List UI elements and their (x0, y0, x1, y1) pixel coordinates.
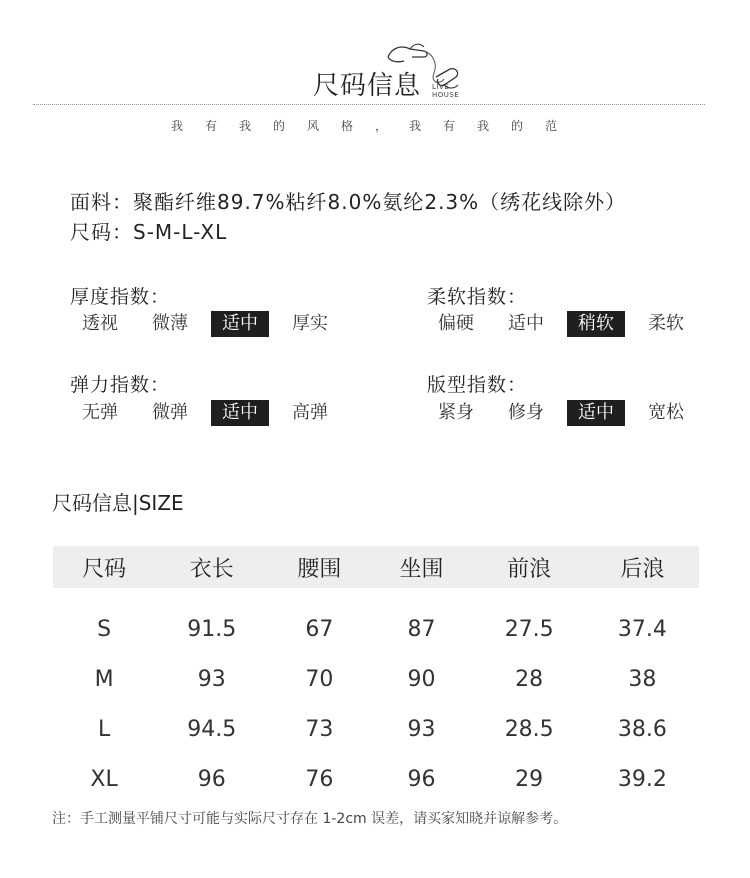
fit-option: 修身 (508, 402, 544, 423)
thickness-option: 厚实 (292, 313, 328, 334)
table-row (53, 654, 699, 704)
column-header: 前浪 (473, 546, 586, 588)
softness-option: 偏硬 (438, 313, 474, 334)
softness-option-selected: 稍软 (567, 311, 625, 337)
size-section-title: 尺码信息|SIZE (52, 491, 184, 515)
softness-index-options (421, 311, 701, 337)
table-cell: 28.5 (504, 716, 554, 742)
slogan: 我有我的风格，我有我的范 (170, 119, 579, 133)
table-cell: 28 (515, 666, 544, 692)
table-cell: 91.5 (187, 616, 237, 642)
page-title: 尺码信息 (313, 71, 422, 101)
table-cell: 67 (305, 616, 334, 642)
header-divider (33, 104, 705, 105)
fit-index-options (421, 400, 701, 426)
softness-index-title: 柔软指数： (427, 286, 528, 308)
column-header: 坐围 (370, 546, 472, 588)
softness-option: 柔软 (648, 313, 684, 334)
table-cell: S (97, 616, 112, 642)
table-cell: 70 (305, 666, 334, 692)
thickness-option: 透视 (82, 313, 118, 334)
table-cell: 37.4 (617, 616, 667, 642)
size-table (53, 546, 699, 804)
fit-option-selected: 适中 (567, 400, 625, 426)
fit-index-title: 版型指数： (427, 374, 528, 396)
table-row (53, 754, 699, 804)
table-cell: 38.6 (617, 716, 667, 742)
table-cell: M (94, 666, 114, 692)
table-cell: 94.5 (187, 716, 237, 742)
fit-option: 紧身 (438, 402, 474, 423)
column-header: 尺码 (53, 546, 155, 588)
thickness-option-selected: 适中 (211, 311, 269, 337)
fit-option: 宽松 (648, 402, 684, 423)
size-list: 尺码：S-M-L-XL (70, 220, 228, 244)
table-cell: 73 (305, 716, 334, 742)
column-header: 后浪 (586, 546, 699, 588)
elasticity-index-options (65, 400, 345, 426)
table-cell: 27.5 (504, 616, 554, 642)
table-cell: L (97, 716, 111, 742)
table-cell: 93 (407, 716, 436, 742)
elasticity-option-selected: 适中 (211, 400, 269, 426)
elasticity-option: 微弹 (152, 402, 188, 423)
elasticity-option: 无弹 (82, 402, 118, 423)
size-table-header (53, 546, 699, 588)
thickness-index-options (65, 311, 345, 337)
thickness-index-title: 厚度指数： (70, 286, 171, 308)
table-row (53, 704, 699, 754)
table-cell: 29 (515, 766, 544, 792)
table-cell: 87 (407, 616, 436, 642)
column-header: 腰围 (268, 546, 370, 588)
table-cell: 96 (407, 766, 436, 792)
table-cell: 39.2 (617, 766, 667, 792)
elasticity-index-title: 弹力指数： (70, 374, 171, 396)
table-cell: 90 (407, 666, 436, 692)
measurement-note: 注：手工测量平铺尺寸可能与实际尺寸存在 1-2cm 误差，请买家知晓并谅解参考。 (52, 811, 568, 827)
fabric-info: 面料：聚酯纤维89.7%粘纤8.0%氨纶2.3%（绣花线除外） (70, 190, 627, 214)
table-cell: 76 (305, 766, 334, 792)
table-row (53, 604, 699, 654)
table-cell: XL (90, 766, 118, 792)
page-header (0, 35, 750, 133)
elasticity-option: 高弹 (292, 402, 328, 423)
table-cell: 96 (197, 766, 226, 792)
table-cell: 93 (197, 666, 226, 692)
brand-logo-text: LIVE HOUSE (432, 83, 460, 99)
thickness-option: 微薄 (152, 313, 188, 334)
table-cell: 38 (628, 666, 657, 692)
column-header: 衣长 (155, 546, 268, 588)
softness-option: 适中 (508, 313, 544, 334)
